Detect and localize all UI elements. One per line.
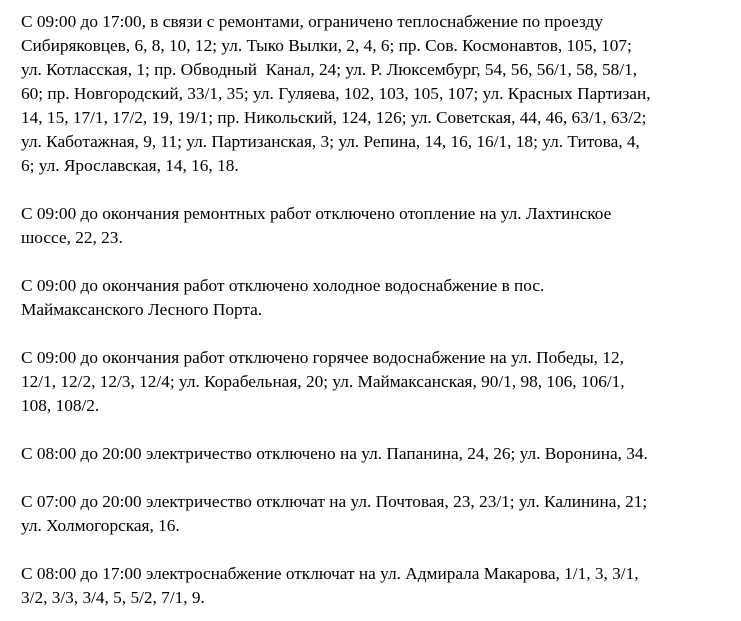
notice-electricity-off-papanina: [21, 442, 733, 466]
text-line: Маймаксанского Лесного Порта.: [21, 300, 263, 319]
text-line: 3/2, 3/3, 3/4, 5, 5/2, 7/1, 9.: [21, 588, 205, 607]
text-line: 14, 15, 17/1, 17/2, 19, 19/1; пр. Никольский, 124, 126; ул. Советская, 44, 46, 63/1, 63/2;: [21, 108, 647, 127]
text-line: С 08:00 до 17:00 электроснабжение отключат на ул. Адмирала Макарова, 1/1, 3, 3/1,: [21, 564, 639, 583]
text-line: 108, 108/2.: [21, 396, 100, 415]
text-line: Сибиряковцев, 6, 8, 10, 12; ул. Тыко Вылки, 2, 4, 6; пр. Сов. Космонавтов, 105, 107;: [21, 36, 632, 55]
notice-cold-water-off: [21, 274, 733, 322]
text-line: С 09:00 до окончания работ отключено холодное водоснабжение в пос.: [21, 276, 545, 295]
notice-power-supply-off-makarova: [21, 562, 733, 610]
text-line: С 09:00 до окончания ремонтных работ отключено отопление на ул. Лахтинское: [21, 204, 612, 223]
text-line: ул. Холмогорская, 16.: [21, 516, 180, 535]
notice-hot-water-off: [21, 346, 733, 418]
text-line: ул. Каботажная, 9, 11; ул. Партизанская, 3; ул. Репина, 14, 16, 16/1, 18; ул. Титова, 4,: [21, 132, 640, 151]
text-line: С 07:00 до 20:00 электричество отключат на ул. Почтовая, 23, 23/1; ул. Калинина, 21;: [21, 492, 648, 511]
notice-document: [21, 10, 733, 610]
text-line: 60; пр. Новгородский, 33/1, 35; ул. Гуляева, 102, 103, 105, 107; ул. Красных Партизан,: [21, 84, 651, 103]
text-line: шоссе, 22, 23.: [21, 228, 123, 247]
text-line: 6; ул. Ярославская, 14, 16, 18.: [21, 156, 239, 175]
text-line: 12/1, 12/2, 12/3, 12/4; ул. Корабельная, 20; ул. Маймаксанская, 90/1, 98, 106, 106/1,: [21, 372, 625, 391]
notice-heat-supply: [21, 10, 733, 178]
text-line: ул. Котласская, 1; пр. Обводный Канал, 24; ул. Р. Люксембург, 54, 56, 56/1, 58, 58/1,: [21, 60, 638, 79]
text-line: С 09:00 до 17:00, в связи с ремонтами, ограничено теплоснабжение по проезду: [21, 12, 603, 31]
notice-electricity-off-pochtovaya: [21, 490, 733, 538]
text-line: С 08:00 до 20:00 электричество отключено на ул. Папанина, 24, 26; ул. Воронина, 34.: [21, 444, 648, 463]
text-line: С 09:00 до окончания работ отключено горячее водоснабжение на ул. Победы, 12,: [21, 348, 624, 367]
notice-heating-off: [21, 202, 733, 250]
